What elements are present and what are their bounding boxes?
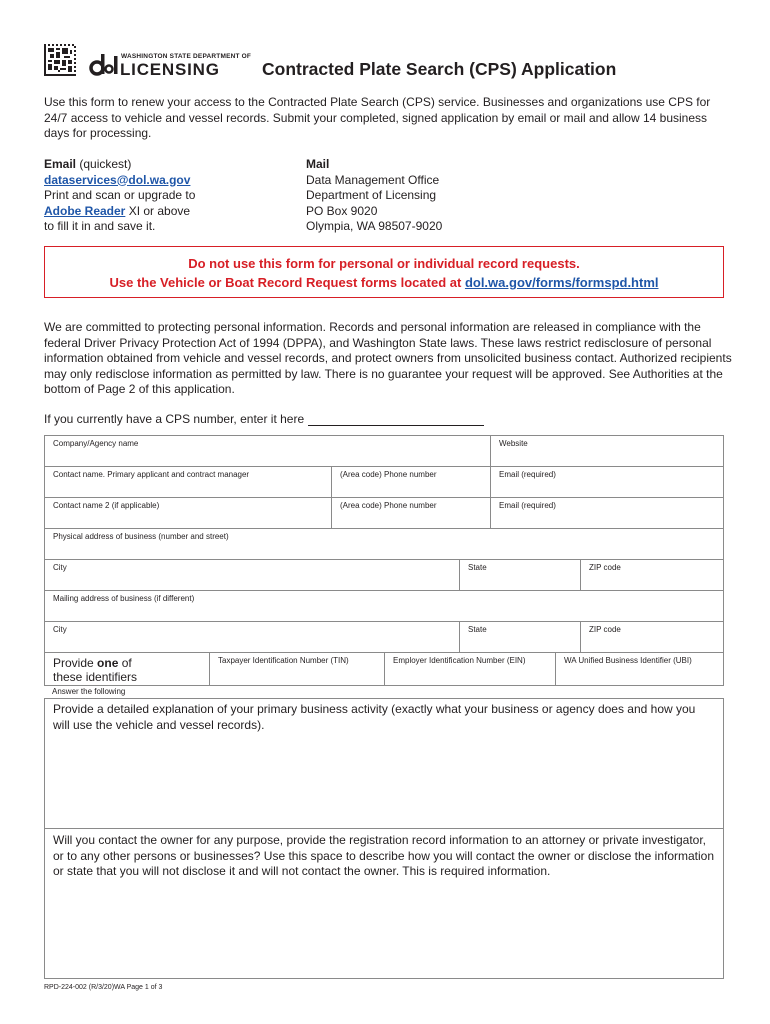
privacy-text: We are committed to protecting personal information. Records and personal information are released in compliance with the federal Driver Privacy Protection Act of 1994 (DPPA), and Washington State laws. These laws restrict redisclosure of personal information obtained from vehicle and vessel records, and protect owners from unsolicited business contact. Authorized recipients may only redisclose information as permitted by law. There is no guarantee your request will be approved. See Authorities at the bottom of Page 2 of this application. bbox=[44, 320, 732, 396]
mail-line: Data Management Office bbox=[306, 172, 440, 187]
warning-box bbox=[44, 246, 724, 298]
zip1-label: ZIP code bbox=[589, 563, 621, 572]
state1-label: State bbox=[468, 563, 487, 572]
identifiers-line2: these identifiers bbox=[53, 670, 138, 684]
application-form bbox=[44, 435, 724, 1024]
cps-number-row bbox=[44, 412, 484, 426]
reader-suffix: XI or above bbox=[128, 203, 191, 218]
mail-line: PO Box 9020 bbox=[306, 203, 378, 218]
email-heading: Email bbox=[44, 157, 77, 171]
forms-link[interactable]: dol.wa.gov/forms/formspd.html bbox=[464, 275, 659, 290]
website-label: Website bbox=[499, 439, 528, 448]
identifiers-suffix: of bbox=[121, 656, 132, 670]
warning-line2-prefix: Use the Vehicle or Boat Record Request forms located at bbox=[109, 275, 462, 290]
phone1-field[interactable] bbox=[331, 466, 491, 498]
state2-label: State bbox=[468, 625, 487, 634]
city1-field[interactable] bbox=[44, 559, 460, 591]
email-line1: Print and scan or upgrade to bbox=[44, 188, 196, 202]
ein-label: Employer Identification Number (EIN) bbox=[393, 656, 526, 665]
email-heading-note: (quickest) bbox=[79, 157, 132, 171]
contact1-field[interactable] bbox=[44, 466, 332, 498]
city2-label: City bbox=[53, 625, 67, 634]
contact1-label: Contact name. Primary applicant and contract manager bbox=[53, 470, 250, 479]
answer-label: Answer the following bbox=[52, 687, 126, 696]
physical-address-field[interactable] bbox=[44, 528, 724, 560]
qr-code-icon bbox=[44, 44, 76, 76]
phone1-label: (Area code) Phone number bbox=[340, 470, 437, 479]
email2-label: Email (required) bbox=[499, 501, 556, 510]
state1-field[interactable] bbox=[459, 559, 581, 591]
email1-field[interactable] bbox=[490, 466, 724, 498]
tin-field[interactable] bbox=[209, 652, 385, 686]
email2-field[interactable] bbox=[490, 497, 724, 529]
dol-logo-mark-icon bbox=[89, 50, 119, 78]
footer: RPD-224-002 (R/3/20)WA Page 1 of 3 bbox=[44, 984, 163, 991]
state2-field[interactable] bbox=[459, 621, 581, 653]
question1-field[interactable] bbox=[44, 698, 724, 829]
phone2-field[interactable] bbox=[331, 497, 491, 529]
contact2-label: Contact name 2 (if applicable) bbox=[53, 501, 160, 510]
ubi-label: WA Unified Business Identifier (UBI) bbox=[564, 656, 692, 665]
mail-line: Department of Licensing bbox=[306, 188, 437, 202]
mailing-address-label: Mailing address of business (if different) bbox=[53, 594, 195, 603]
question1-text: Provide a detailed explanation of your primary business activity (exactly what your business or agency does and how you will use the vehicle and vessel records). bbox=[53, 702, 696, 732]
identifiers-label-cell bbox=[44, 652, 210, 686]
email-line3: to fill it in and save it. bbox=[44, 219, 156, 233]
agency-line: WASHINGTON STATE DEPARTMENT OF bbox=[121, 53, 252, 60]
mailing-address-field[interactable] bbox=[44, 590, 724, 622]
city2-field[interactable] bbox=[44, 621, 460, 653]
ein-field[interactable] bbox=[384, 652, 556, 686]
email-block bbox=[44, 157, 284, 235]
question2-field[interactable] bbox=[44, 828, 724, 979]
zip1-field[interactable] bbox=[580, 559, 724, 591]
phone2-label: (Area code) Phone number bbox=[340, 501, 437, 510]
company-name-field[interactable] bbox=[44, 435, 491, 467]
intro-text: Use this form to renew your access to the Contracted Plate Search (CPS) service. Businesses and organizations use CPS for 24/7 access to vehicle and vessel records. Submit your completed, signed application by email or mail and allow 14 business days for processing. bbox=[44, 95, 711, 140]
question2-text: Will you contact the owner for any purpose, provide the registration record information to an attorney or private investigator, or to any other persons or businesses? Use this space to describe how you will contact the owner or disclose the information or state that you will not disclose it and will not contact the owner. This is required information. bbox=[53, 833, 715, 878]
city1-label: City bbox=[53, 563, 67, 572]
mail-line: Olympia, WA 98507-9020 bbox=[306, 219, 443, 233]
zip2-field[interactable] bbox=[580, 621, 724, 653]
mail-heading: Mail bbox=[306, 157, 330, 171]
zip2-label: ZIP code bbox=[589, 625, 621, 634]
identifiers-prefix: Provide bbox=[53, 656, 94, 670]
company-name-label: Company/Agency name bbox=[53, 439, 139, 448]
contact2-field[interactable] bbox=[44, 497, 332, 529]
cps-prompt: If you currently have a CPS number, enter it here bbox=[44, 412, 305, 426]
ubi-field[interactable] bbox=[555, 652, 724, 686]
tin-label: Taxpayer Identification Number (TIN) bbox=[218, 656, 349, 665]
email1-label: Email (required) bbox=[499, 470, 556, 479]
website-field[interactable] bbox=[490, 435, 724, 467]
mail-block bbox=[306, 157, 546, 235]
agency-name: LICENSING bbox=[120, 60, 220, 79]
page-title: Contracted Plate Search (CPS) Application bbox=[262, 59, 617, 79]
warning-line1: Do not use this form for personal or individual record requests. bbox=[188, 256, 580, 271]
email-address-link[interactable]: dataservices@dol.wa.gov bbox=[44, 172, 191, 187]
dol-logo bbox=[89, 48, 252, 80]
physical-address-label: Physical address of business (number and street) bbox=[53, 532, 229, 541]
adobe-reader-link[interactable]: Adobe Reader bbox=[44, 203, 126, 218]
identifiers-emph: one bbox=[97, 656, 119, 670]
cps-number-input[interactable] bbox=[308, 414, 484, 426]
header bbox=[44, 44, 734, 84]
